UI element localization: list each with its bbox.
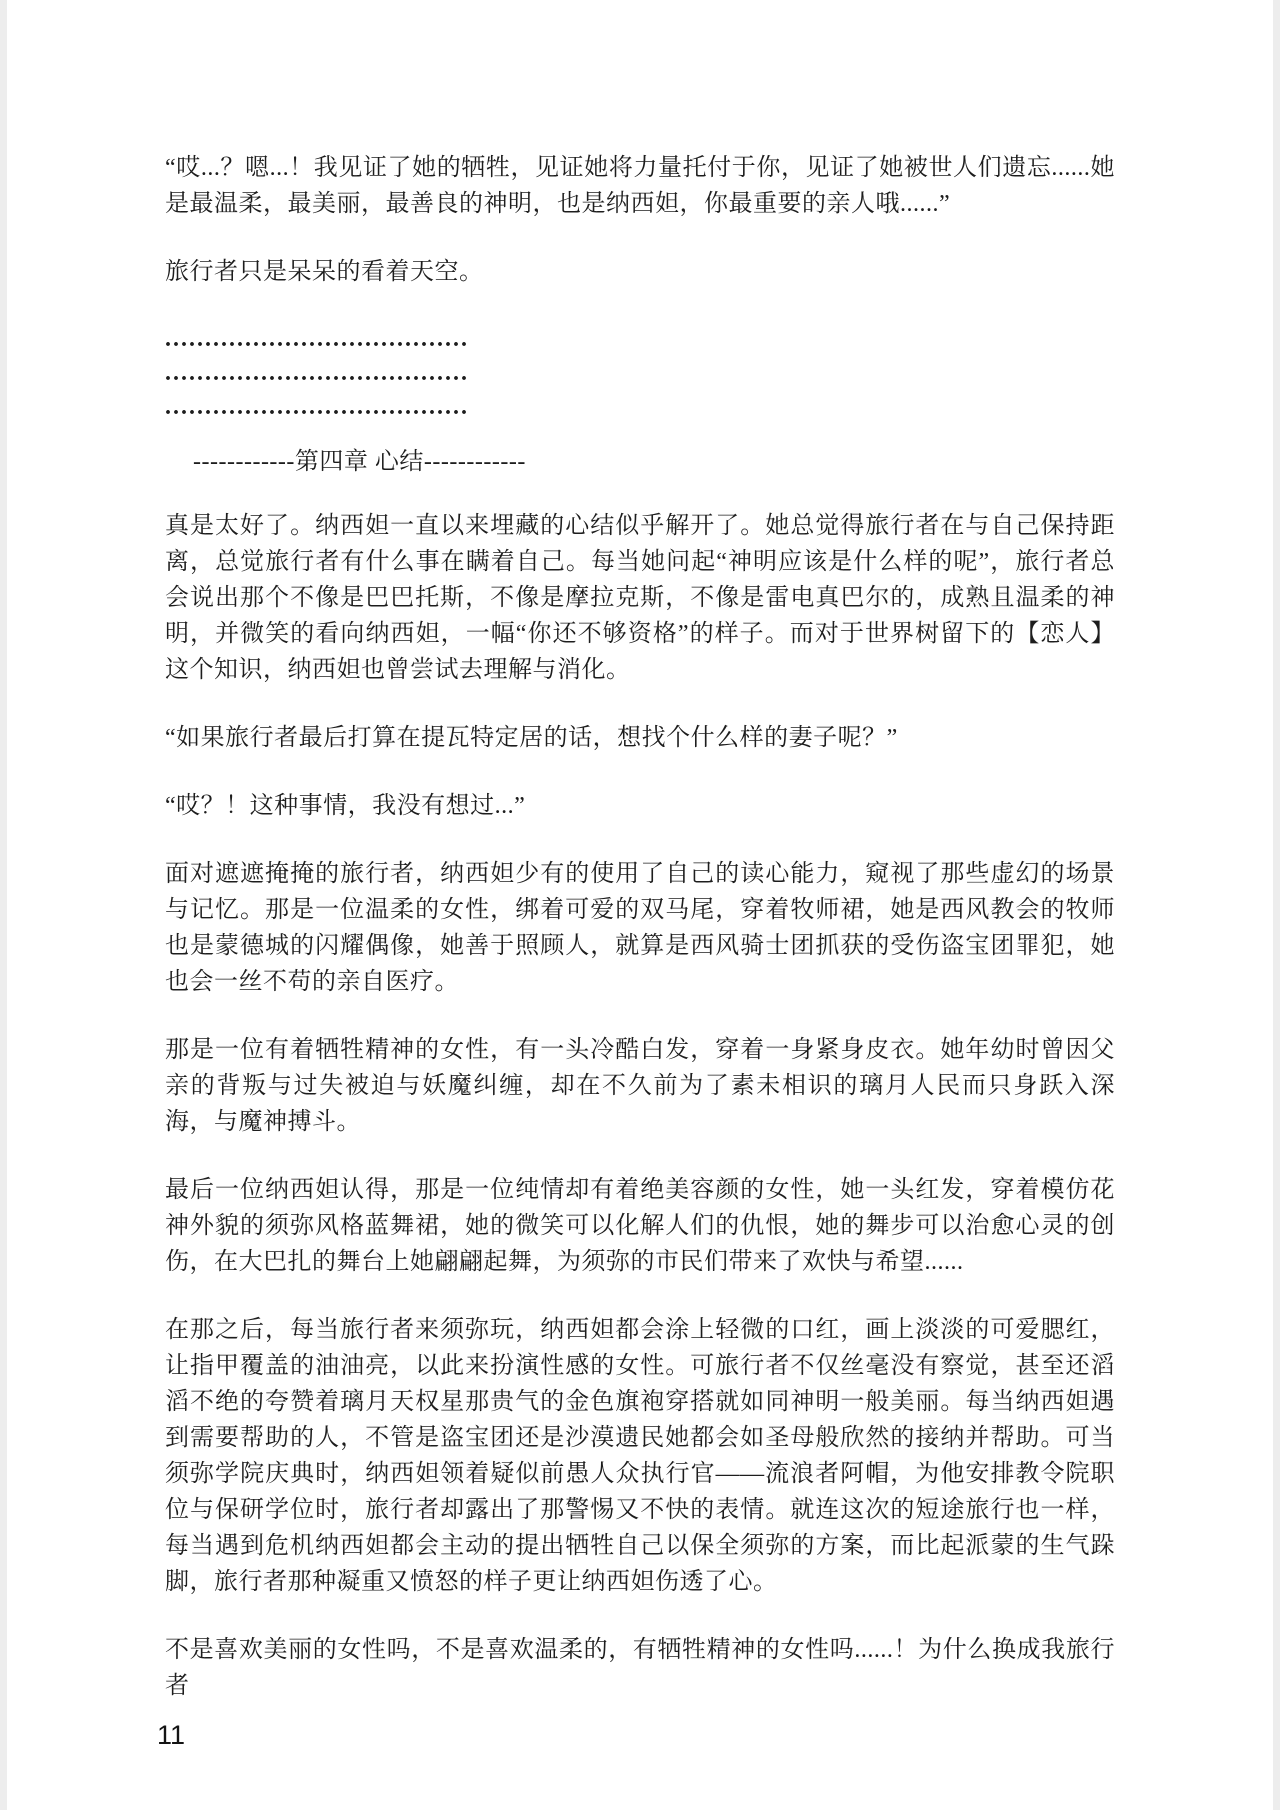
quote-paragraph: “哎...？嗯...！我见证了她的牺牲，见证她将力量托付于你，见证了她被世人们遗忘......她是最温柔，最美丽，最善良的神明，也是纳西妲，你最重要的亲人哦......”: [165, 155, 1115, 217]
quote-paragraph: “哎？！这种事情，我没有想过...”: [165, 793, 526, 819]
paragraph: 最后一位纳西妲认得，那是一位纯情却有着绝美容颜的女性，她一头红发，穿着模仿花神外貌的须弥风格蓝舞裙，她的微笑可以化解人们的仇恨，她的舞步可以治愈心灵的创伤，在大巴扎的舞台上她翩翩起舞，为须弥的市民们带来了欢快与希望......: [165, 1177, 1115, 1275]
page-content: [7, 0, 1273, 1704]
paragraph: 旅行者只是呆呆的看着天空。: [165, 259, 484, 285]
page-number: 11: [157, 1720, 186, 1750]
ellipsis-line: ......................................: [165, 394, 469, 420]
ellipsis-line: ......................................: [165, 326, 469, 352]
paragraph: 真是太好了。纳西妲一直以来埋藏的心结似乎解开了。她总觉得旅行者在与自己保持距离，总觉旅行者有什么事在瞒着自己。每当她问起“神明应该是什么样的呢”，旅行者总会说出那个不像是巴巴托斯，不像是摩拉克斯，不像是雷电真巴尔的，成熟且温柔的神明，并微笑的看向纳西妲，一幅“你还不够资格”的样子。而对于世界树留下的【恋人】这个知识，纳西妲也曾尝试去理解与消化。: [165, 513, 1115, 683]
paragraph: 面对遮遮掩掩的旅行者，纳西妲少有的使用了自己的读心能力，窥视了那些虚幻的场景与记忆。那是一位温柔的女性，绑着可爱的双马尾，穿着牧师裙，她是西风教会的牧师也是蒙德城的闪耀偶像，她善于照顾人，就算是西风骑士团抓获的受伤盗宝团罪犯，她也会一丝不苟的亲自医疗。: [165, 861, 1115, 995]
quote-paragraph: “如果旅行者最后打算在提瓦特定居的话，想找个什么样的妻子呢？”: [165, 725, 898, 751]
paragraph: 那是一位有着牺牲精神的女性，有一头冷酷白发，穿着一身紧身皮衣。她年幼时曾因父亲的背叛与过失被迫与妖魔纠缠，却在不久前为了素未相识的璃月人民而只身跃入深海，与魔神搏斗。: [165, 1037, 1115, 1135]
paragraph: 不是喜欢美丽的女性吗，不是喜欢温柔的，有牺牲精神的女性吗......！为什么换成我旅行者: [165, 1637, 1115, 1699]
ellipsis-line: ......................................: [165, 360, 469, 386]
paragraph: 在那之后，每当旅行者来须弥玩，纳西妲都会涂上轻微的口红，画上淡淡的可爱腮红，让指甲覆盖的油油亮，以此来扮演性感的女性。可旅行者不仅丝毫没有察觉，甚至还滔滔不绝的夸赞着璃月天权星那贵气的金色旗袍穿搭就如同神明一般美丽。每当纳西妲遇到需要帮助的人，不管是盗宝团还是沙漠遗民她都会如圣母般欣然的接纳并帮助。可当须弥学院庆典时，纳西妲领着疑似前愚人众执行官——流浪者阿帽，为他安排教令院职位与保研学位时，旅行者却露出了那警惕又不快的表情。就连这次的短途旅行也一样，每当遇到危机纳西妲都会主动的提出牺牲自己以保全须弥的方案，而比起派蒙的生气跺脚，旅行者那种凝重又愤怒的样子更让纳西妲伤透了心。: [165, 1317, 1115, 1595]
chapter-heading: ------------第四章 心结------------: [193, 449, 526, 475]
